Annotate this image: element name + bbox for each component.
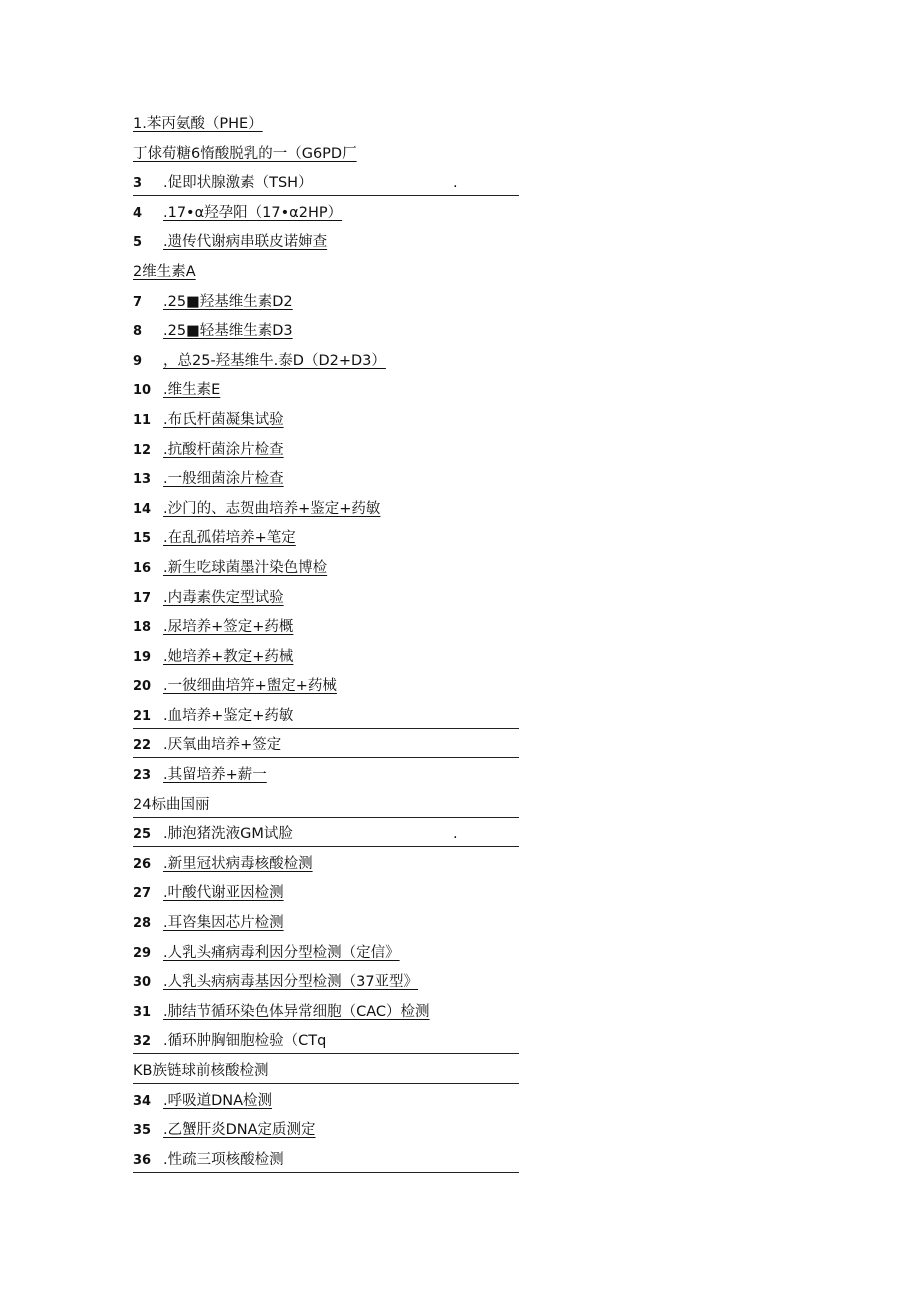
underline-rule [133, 195, 519, 196]
list-item [133, 142, 533, 172]
list-item-number: 36 [133, 1152, 152, 1168]
list-item [133, 1000, 533, 1030]
list-item-text: .内毒素佚定型试验 [163, 589, 284, 606]
list-item [133, 763, 533, 793]
list-item [133, 556, 533, 586]
list-item-number: 18 [133, 620, 152, 636]
list-item-text: .抗酸杆菌涂片检查 [163, 441, 284, 458]
list-item-content [133, 945, 400, 961]
underline-rule [133, 757, 519, 758]
list-item-text: 1.苯丙氨酸（PHE） [133, 116, 263, 132]
list-item-number: 9 [133, 353, 143, 369]
list-item [133, 674, 533, 704]
list-item-text: .人乳头痛病毒利因分型检测（定信》 [163, 944, 400, 961]
list-item-number: 20 [133, 679, 152, 695]
list-item-number: 16 [133, 560, 152, 576]
list-item-number: 12 [133, 442, 152, 458]
list-item-content [133, 323, 293, 339]
list-item-text: 2维生素A [133, 263, 196, 280]
list-item-number: 26 [133, 856, 152, 872]
list-item-number: 35 [133, 1123, 152, 1139]
list-item-text: .在乱孤偌培养+笔定 [163, 530, 296, 547]
list-item [133, 526, 533, 556]
list-item [133, 615, 533, 645]
list-item-number: 11 [133, 412, 152, 428]
list-item-number: 31 [133, 1004, 152, 1020]
list-item-content [133, 382, 220, 398]
list-item-text: .新生吃球菌墨汁染色博检 [163, 559, 328, 576]
list-item [133, 941, 533, 971]
list-item-content [133, 708, 293, 724]
list-item-content [133, 1122, 316, 1138]
list-item [133, 1089, 533, 1119]
list-item-text: .耳咨集因芯片检测 [163, 915, 284, 932]
list-item-content [133, 471, 284, 487]
list-item-number: 23 [133, 768, 152, 784]
list-item-text: .布氏杆菌凝集试验 [163, 411, 284, 428]
list-item-number: 28 [133, 916, 152, 932]
list-item [133, 1059, 533, 1089]
list-item-number: 25 [133, 827, 152, 843]
list-item [133, 230, 533, 260]
list-item-content [133, 678, 337, 694]
list-item-text: .肺泡猪洗液GM试脸 [163, 826, 293, 843]
list-item [133, 319, 533, 349]
trailing-mark: . [453, 826, 458, 843]
list-item-number: 21 [133, 708, 152, 724]
list-item-content [133, 205, 342, 221]
list-item-number: 13 [133, 472, 152, 488]
list-item [133, 1118, 533, 1148]
list-item-text: .遗传代谢病串联皮诺婶查 [163, 234, 328, 251]
list-item-text: .肺结节循环染色体异常细胞（CAC）检测 [163, 1003, 430, 1020]
list-item [133, 171, 533, 201]
list-item [133, 645, 533, 675]
list-item-content [133, 767, 267, 783]
list-item-text: .性疏三项核酸检测 [163, 1151, 284, 1168]
list-item-number: 34 [133, 1093, 152, 1109]
list-item [133, 1029, 533, 1059]
list-item [133, 349, 533, 379]
list-item [133, 911, 533, 941]
list-item-number: 27 [133, 886, 152, 902]
list-item [133, 881, 533, 911]
list-item [133, 467, 533, 497]
list-item-content [133, 826, 293, 842]
list-item-text: .血培养+鉴定+药敏 [163, 707, 294, 724]
list-item-content [133, 590, 284, 606]
list-item-content [133, 1033, 326, 1049]
list-item-text: .循环肿胸钿胞检验（CTq [163, 1033, 327, 1050]
underline-rule [133, 1083, 519, 1084]
list-item-text: .25■轻基维生素D3 [163, 323, 293, 340]
list-item-text: .人乳头病病毒基因分型检测（37亚型》 [163, 974, 419, 991]
list-item [133, 290, 533, 320]
list-item-text: .其留培养+薪一 [163, 767, 267, 784]
list-item [133, 378, 533, 408]
list-item-text: .她培养+教定+药械 [163, 648, 294, 665]
list-item-content [133, 649, 293, 665]
list-item-text: .厌氧曲培养+签定 [163, 737, 282, 754]
list-item-content [133, 1004, 430, 1020]
list-item-text: KB族链球前核酸检测 [133, 1063, 269, 1079]
test-item-list [133, 112, 533, 1177]
list-item-content [133, 797, 209, 813]
underline-rule [133, 1172, 519, 1173]
list-item-content [133, 501, 380, 517]
list-item-text: .呼吸道DNA检测 [163, 1092, 273, 1109]
list-item-text: .17•α羟孕阳（17•α2HP） [163, 204, 343, 221]
list-item-number: 15 [133, 531, 152, 547]
list-item-content [133, 619, 293, 635]
list-item [133, 822, 533, 852]
list-item-content [133, 353, 386, 369]
list-item-text: ，总25-羟基维牛.泰D（D2+D3） [163, 352, 386, 369]
list-item-text: .25■羟基维生素D2 [163, 293, 293, 310]
list-item-number: 7 [133, 294, 143, 310]
list-item-content [133, 116, 263, 132]
list-item-content [133, 234, 327, 250]
underline-rule [133, 1053, 519, 1054]
list-item-text: .新里冠状病毒核酸检测 [163, 855, 313, 872]
list-item-content [133, 442, 284, 458]
list-item-content [133, 915, 284, 931]
list-item-content [133, 1152, 284, 1168]
list-item-text: .沙门的、志贺曲培养+鉴定+药敏 [163, 500, 381, 517]
list-item-content [133, 560, 327, 576]
list-item [133, 112, 533, 142]
list-item-number: 30 [133, 975, 152, 991]
list-item [133, 497, 533, 527]
list-item [133, 438, 533, 468]
list-item-text: .乙蟹肝炎DNA定质测定 [163, 1122, 316, 1139]
list-item-text: .促即状腺激素（TSH） [163, 175, 313, 192]
list-item-content [133, 264, 196, 280]
list-item-number: 14 [133, 501, 152, 517]
list-item-content [133, 294, 293, 310]
list-item-number: 10 [133, 383, 152, 399]
list-item [133, 408, 533, 438]
list-item-number: 32 [133, 1034, 152, 1050]
list-item-content [133, 737, 281, 753]
list-item-content [133, 412, 284, 428]
list-item-text: .一彼细曲培笄+盥定+药械 [163, 678, 337, 695]
list-item [133, 201, 533, 231]
list-item-number: 22 [133, 738, 152, 754]
list-item-text: .叶酸代谢亚因检测 [163, 885, 284, 902]
list-item-text: .尿培养+签定+药概 [163, 619, 294, 636]
list-item-text: 24标曲国丽 [133, 796, 210, 813]
list-item-number: 29 [133, 945, 152, 961]
list-item-number: 8 [133, 324, 143, 340]
list-item [133, 1148, 533, 1178]
underline-rule [133, 728, 519, 729]
list-item [133, 704, 533, 734]
list-item [133, 970, 533, 1000]
list-item [133, 260, 533, 290]
list-item [133, 793, 533, 823]
list-item-content [133, 885, 284, 901]
list-item-content [133, 974, 418, 990]
list-item [133, 733, 533, 763]
list-item-number: 17 [133, 590, 152, 606]
list-item-number: 4 [133, 205, 143, 221]
trailing-mark: . [453, 175, 458, 192]
underline-rule [133, 817, 519, 818]
list-item-content [133, 856, 313, 872]
list-item [133, 852, 533, 882]
list-item-text: .维生素E [163, 382, 221, 399]
list-item-text: .一般细菌涂片检查 [163, 471, 284, 488]
list-item-number: 5 [133, 235, 143, 251]
list-item-number: 3 [133, 176, 143, 192]
list-item-text: 丁俅荀糖6惰酸脱乳的一（G6PD厂 [133, 145, 357, 162]
list-item-content [133, 175, 313, 191]
list-item-content [133, 530, 296, 546]
underline-rule [133, 846, 519, 847]
list-item-content [133, 1063, 268, 1079]
list-item-content [133, 1093, 272, 1109]
list-item [133, 586, 533, 616]
list-item-number: 19 [133, 649, 152, 665]
list-item-content [133, 146, 357, 162]
